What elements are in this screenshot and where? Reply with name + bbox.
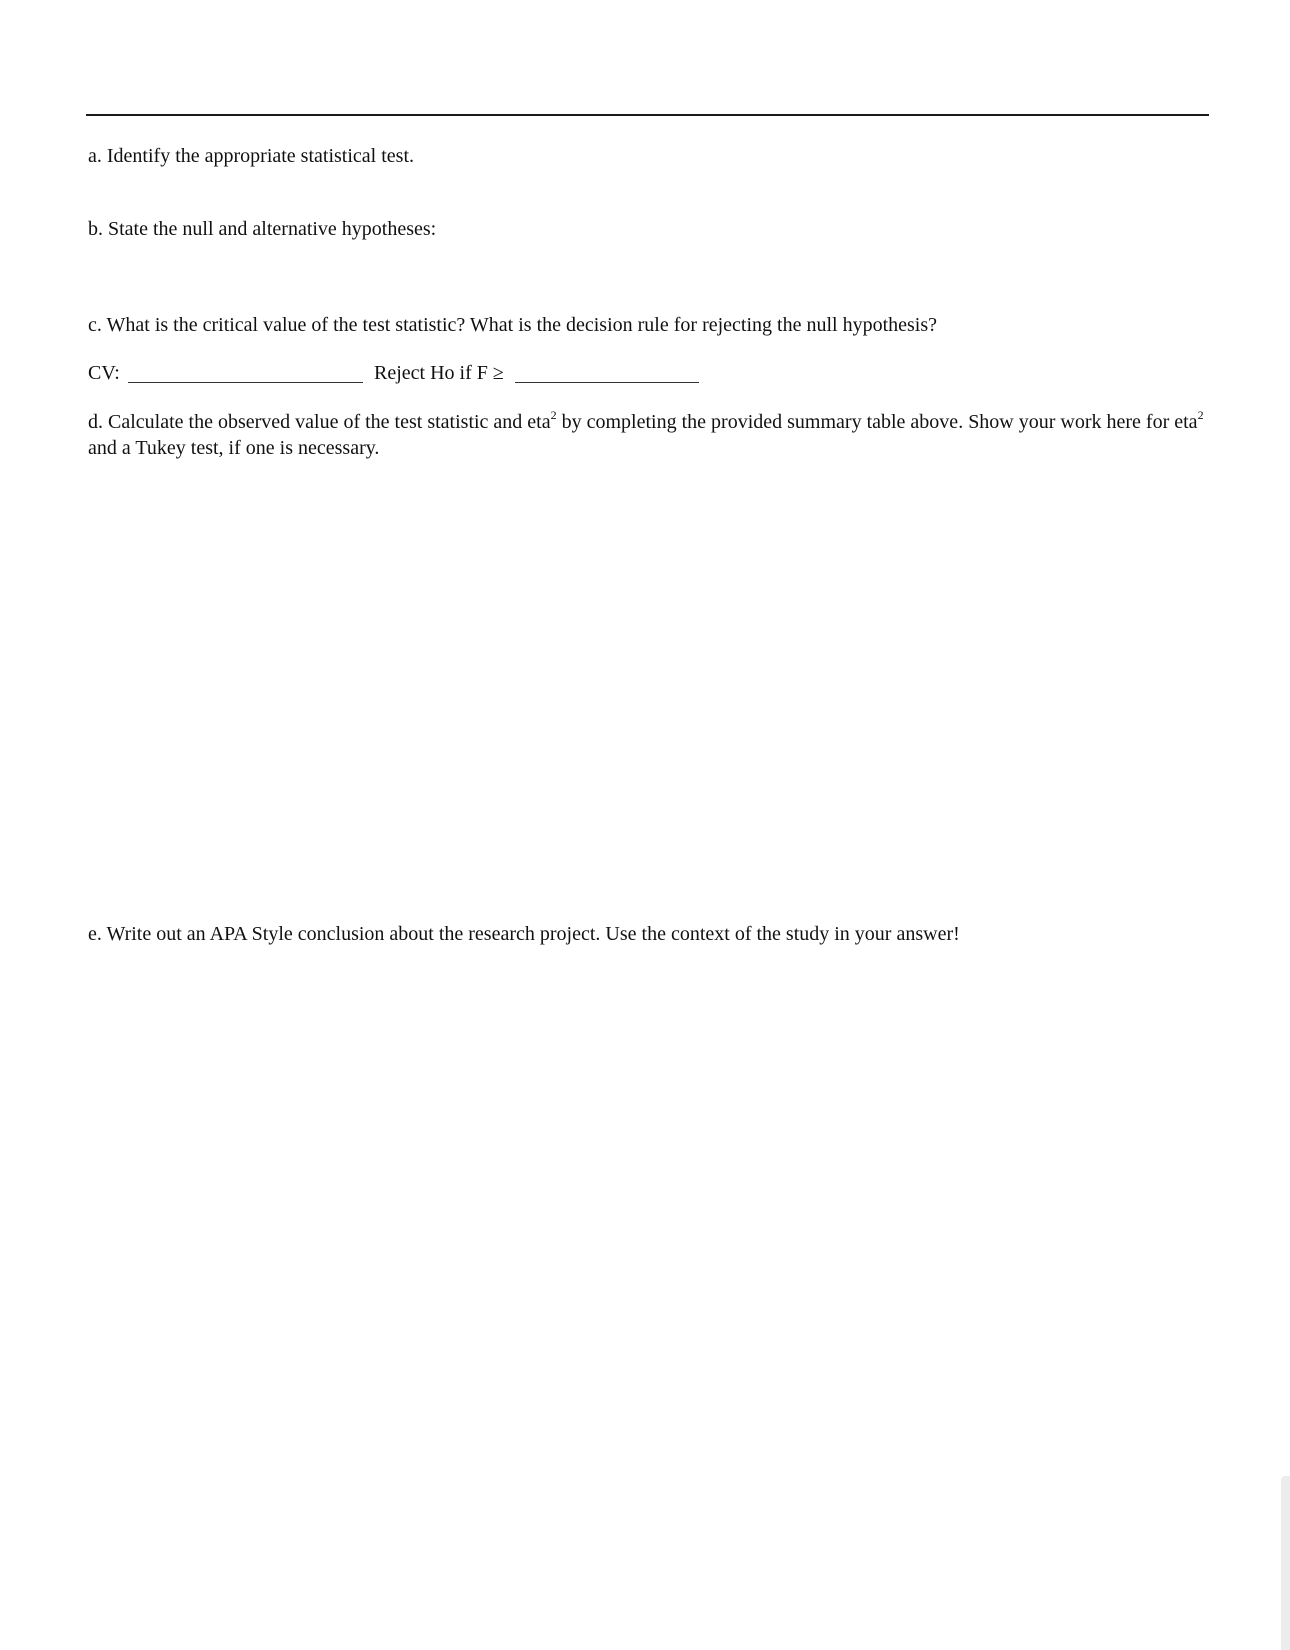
top-divider [86,114,1209,116]
vertical-scrollbar[interactable] [1281,1476,1290,1650]
cv-answer-blank[interactable] [128,382,363,383]
question-c: c. What is the critical value of the test statistic? What is the decision rule for rejecting the null hypothesis? [88,314,938,336]
eta-squared-superscript: 2 [550,408,557,422]
f-threshold-answer-blank[interactable] [515,382,699,383]
question-d [88,409,1213,461]
question-a: a. Identify the appropriate statistical test. [88,145,414,167]
question-d-text-3: and a Tukey test, if one is necessary. [88,437,380,459]
question-d-text-2: by completing the provided summary table above. Show your work here for eta [556,411,1198,433]
cv-label: CV: [88,362,120,384]
reject-rule-label: Reject Ho if F ≥ [374,362,504,384]
question-d-text-1: d. Calculate the observed value of the test statistic and eta [88,411,551,433]
question-b: b. State the null and alternative hypotheses: [88,218,437,240]
eta-squared-superscript: 2 [1197,408,1204,422]
question-e: e. Write out an APA Style conclusion about the research project. Use the context of the study in your answer! [88,923,960,945]
